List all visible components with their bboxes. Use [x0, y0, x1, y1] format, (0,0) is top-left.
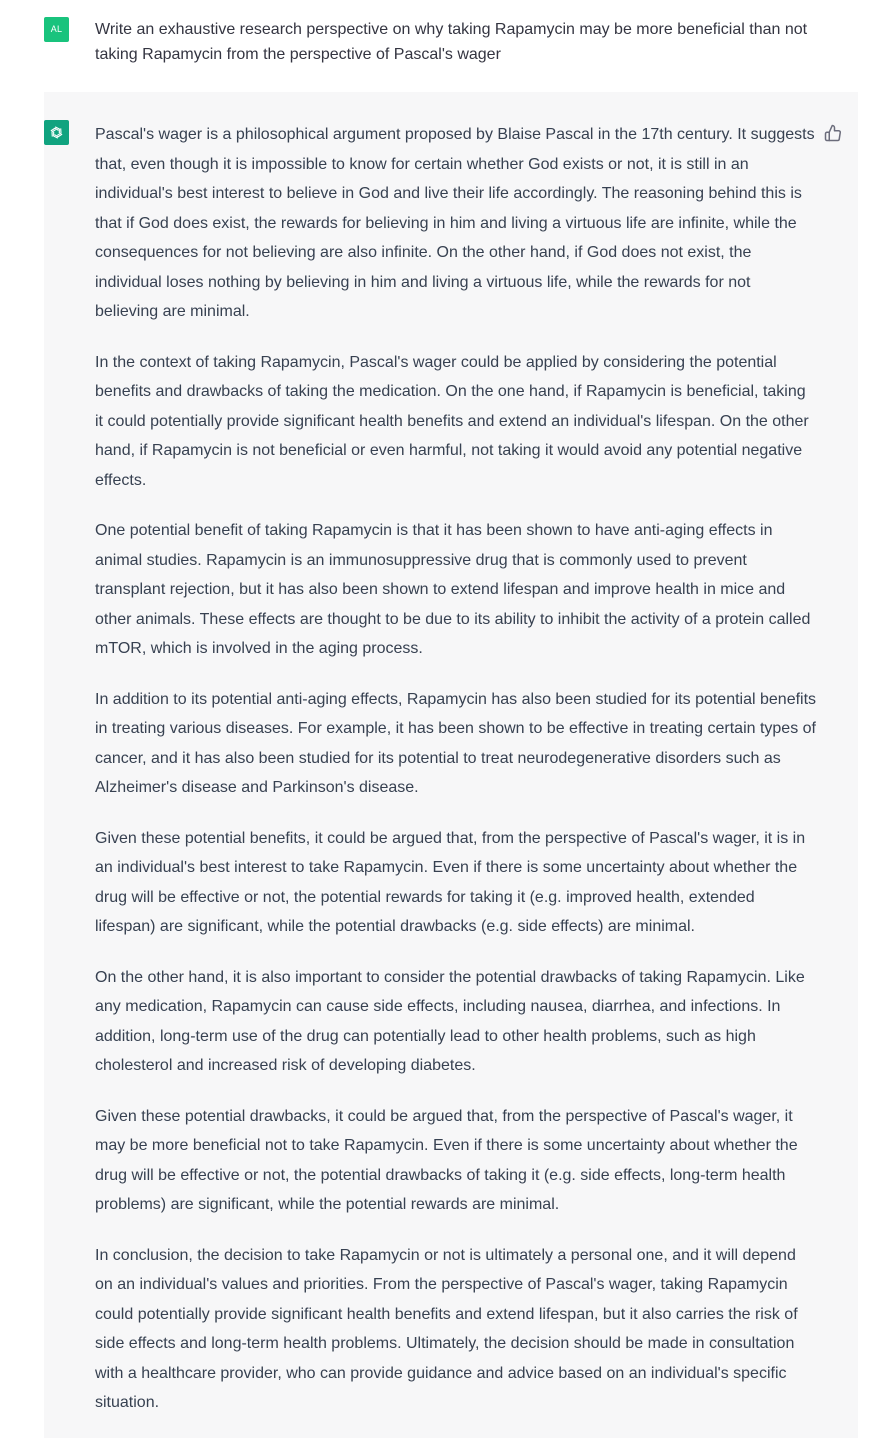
thumbs-up-icon[interactable]	[822, 122, 844, 144]
user-message-row	[0, 0, 870, 92]
answer-paragraph: On the other hand, it is also important to consider the potential drawbacks of taking Rapamycin. Like any medication, Rapamycin can cause side effects, including nausea, diarrhea, and infections. In addition, long-term use of the drug can potentially lead to other health problems, such as high cholesterol and increased risk of developing diabetes.	[95, 968, 805, 1074]
answer-paragraph: In conclusion, the decision to take Rapamycin or not is ultimately a personal one, and it will depend on an individual's values and priorities. From the perspective of Pascal's wager, taking Rapamycin could potentially provide significant health benefits and extend lifespan, but it also carries the risk of side effects and long-term health problems. Ultimately, the decision should be made in consultation with a healthcare provider, who can provide guidance and advice based on an individual's specific situation.	[95, 1246, 798, 1411]
user-avatar: AL	[44, 17, 69, 42]
user-message-text: Write an exhaustive research perspective on why taking Rapamycin may be more beneficial than not taking Rapamycin from the perspective of Pascal's wager	[95, 21, 808, 63]
answer-paragraph: Given these potential benefits, it could be argued that, from the perspective of Pascal's wager, it is in an individual's best interest to take Rapamycin. Even if there is some uncertainty about whether the drug will be effective or not, the potential rewards for taking it (e.g. improved health, extended lifespan) are significant, while the potential drawbacks (e.g. side effects) are minimal.	[95, 829, 806, 935]
openai-logo-icon	[44, 120, 69, 145]
answer-paragraph: Given these potential drawbacks, it could be argued that, from the perspective of Pascal's wager, it may be more beneficial not to take Rapamycin. Even if there is some uncertainty about whether the drug will be effective or not, the potential drawbacks of taking it (e.g. side effects, long-term health problems) are significant, while the potential rewards are minimal.	[95, 1107, 798, 1213]
answer-paragraph: In the context of taking Rapamycin, Pascal's wager could be applied by considering the potential benefits and drawbacks of taking the medication. On the one hand, if Rapamycin is beneficial, taking it could potentially provide significant health benefits and extend an individual's lifespan. On the other hand, if Rapamycin is not beneficial or even harmful, not taking it would avoid any potential negative effects.	[95, 353, 809, 489]
answer-paragraph: Pascal's wager is a philosophical argument proposed by Blaise Pascal in the 17th century. It suggests that, even though it is impossible to know for certain whether God exists or not, it is still in an individual's best interest to believe in God and live their life accordingly. The reasoning behind this is that if God does exist, the rewards for believing in him and living a virtuous life are infinite, while the consequences for not believing are also infinite. On the other hand, if God does not exist, the individual loses nothing by believing in him and living a virtuous life, while the rewards for not believing are minimal.	[95, 126, 815, 320]
answer-paragraph: One potential benefit of taking Rapamycin is that it has been shown to have anti-aging effects in animal studies. Rapamycin is an immunosuppressive drug that is commonly used to prevent transplant rejection, but it has also been shown to extend lifespan and improve health in mice and other animals. These effects are thought to be due to its ability to inhibit the activity of a protein called mTOR, which is involved in the aging process.	[95, 522, 811, 657]
answer-paragraph: In addition to its potential anti-aging effects, Rapamycin has also been studied for its potential benefits in treating various diseases. For example, it has been shown to be effective in treating certain types of cancer, and it has also been studied for its potential to treat neurodegenerative disorders such as Alzheimer's disease and Parkinson's disease.	[95, 690, 817, 796]
assistant-message-text	[95, 120, 817, 1439]
assistant-message-row	[44, 92, 858, 1438]
